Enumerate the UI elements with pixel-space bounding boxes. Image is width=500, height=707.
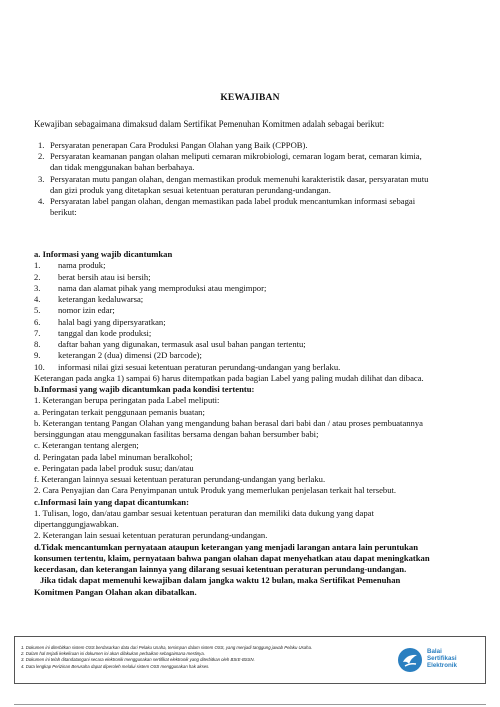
- section-b-line: d. Peringatan pada label minuman beralkohol;: [34, 451, 193, 462]
- requirement-line: Persyaratan keamanan pangan olahan meliputi cemaran mikrobiologi, cemaran logam berat, cemaran kimia,: [50, 151, 422, 162]
- section-c-line: 2. Keterangan lain sesuai ketentuan peraturan perundang-undangan.: [34, 530, 268, 541]
- bsre-logo: [397, 645, 477, 677]
- closing-line: Jika tidak dapat memenuhi kewajiban dalam jangka waktu 12 bulan, maka Sertifikat Pemenuhan: [40, 575, 401, 586]
- item-text: halal bagi yang dipersyaratkan;: [58, 316, 166, 327]
- section-c-line: 1. Tulisan, logo, dan/atau gambar sesuai ketentuan peraturan dan memiliki data dukung yang dapat: [34, 507, 374, 518]
- label-info-section: [34, 249, 479, 598]
- section-b-line: a. Peringatan terkait penggunaan pemanis buatan;: [34, 406, 205, 417]
- requirement-number: 3.: [38, 173, 45, 184]
- label-info-item: [34, 328, 479, 339]
- item-text: berat bersih atau isi bersih;: [58, 271, 151, 282]
- label-info-item: [34, 294, 479, 305]
- requirement-item: [34, 140, 474, 151]
- item-number: 8.: [34, 339, 41, 349]
- section-b-line: f. Keterangan lainnya sesuai ketentuan peraturan perundang-undangan yang berlaku.: [34, 474, 326, 484]
- section-d-line: kecerdasan, dan keterangan lainnya yang dilarang sesuai ketentuan peraturan perundang-undangan.: [34, 564, 407, 574]
- bottom-divider: [14, 704, 486, 705]
- item-text: informasi nilai gizi sesuai ketentuan peraturan perundang-undangan yang berlaku.: [58, 361, 341, 372]
- logo-line: Elektronik: [427, 662, 457, 670]
- footnote: 1. Dokumen ini diterbitkan sistem OSS berdasarkan data dari Pelaku Usaha, tersimpan dalam sistem OSS, yang menjadi tanggung jawab Pelaku Usaha.: [21, 645, 313, 650]
- item-number: 10.: [34, 361, 45, 372]
- label-info-item: [34, 362, 479, 373]
- requirement-line: Persyaratan label pangan olahan, dengan memastikan pada label produk mencantumkan informasi sebagai: [50, 196, 416, 207]
- requirement-line: dan tidak menggunakan bahan berbahaya.: [50, 162, 195, 173]
- requirement-line: berikut:: [50, 207, 77, 218]
- section-d-line: d.Tidak mencantumkan pernyataan ataupun keterangan yang menjadi larangan antara lain peruntukan: [34, 541, 419, 552]
- closing-line: Komitmen Pangan Olahan akan dibatalkan.: [34, 586, 197, 597]
- item-text: daftar bahan yang digunakan, termasuk asal usul bahan pangan tertentu;: [58, 339, 306, 349]
- item-number: 4.: [34, 294, 41, 304]
- requirement-line: dan gizi produk yang ditetapkan sesuai ketentuan peraturan perundang-undangan.: [50, 184, 331, 195]
- section-d-line: konsumen tertentu, klaim, pernyataan bahwa pangan olahan dapat menyehatkan atau dapat meningkatkan: [34, 552, 430, 563]
- section-b-heading: b.Informasi yang wajib dicantumkan pada kondisi tertentu:: [34, 384, 255, 394]
- item-text: keterangan kedaluwarsa;: [58, 294, 144, 304]
- bsre-logo-icon: [397, 647, 423, 673]
- item-number: 3.: [34, 282, 41, 293]
- page-title: KEWAJIBAN: [220, 93, 280, 103]
- label-info-item: [34, 260, 479, 271]
- section-a-heading: a. Informasi yang wajib dicantumkan: [34, 249, 173, 259]
- label-info-item: [34, 350, 479, 361]
- item-text: nama produk;: [58, 260, 106, 271]
- footnotes: [21, 645, 312, 670]
- section-b-line: e. Peringatan pada label produk susu; dan/atau: [34, 462, 194, 473]
- section-c-heading: c.Informasi lain yang dapat dicantumkan:: [34, 496, 189, 507]
- item-text: keterangan 2 (dua) dimensi (2D barcode);: [58, 350, 202, 361]
- footnote: 4. Data lengkap Perizinan Berusaha dapat diperoleh melalui sistem OSS menggunakan hak akses.: [21, 663, 210, 669]
- item-text: tanggal dan kode produksi;: [58, 327, 152, 338]
- requirement-number: 2.: [38, 151, 45, 162]
- item-number: 7.: [34, 327, 41, 338]
- label-info-item: [34, 272, 479, 283]
- requirement-number: 1.: [38, 140, 45, 150]
- section-b-line: c. Keterangan tentang alergen;: [34, 440, 139, 451]
- footer-box: [14, 636, 486, 684]
- label-info-item: [34, 317, 479, 328]
- item-number: 5.: [34, 305, 41, 316]
- label-info-item: [34, 339, 479, 350]
- requirement-item: [34, 196, 474, 218]
- requirement-line: Persyaratan penerapan Cara Produksi Pangan Olahan yang Baik (CPPOB).: [50, 140, 308, 150]
- item-number: 2.: [34, 271, 41, 282]
- item-number: 1.: [34, 260, 41, 271]
- item-number: 9.: [34, 350, 41, 361]
- item-number: 6.: [34, 316, 41, 327]
- requirement-item: [34, 174, 474, 196]
- requirement-item: [34, 151, 474, 173]
- logo-line: Sertifikasi: [427, 655, 457, 663]
- label-info-item: [34, 283, 479, 294]
- item-text: nomor izin edar;: [58, 305, 115, 316]
- section-b-line: bersinggungan atau menggunakan fasilitas bersama dengan bahan bersumber babi;: [34, 429, 319, 439]
- logo-line: Balai: [427, 648, 442, 655]
- section-b-line: 2. Cara Penyajian dan Cara Penyimpanan untuk Produk yang memerlukan penjelasan terkait hal tersebut.: [34, 485, 397, 496]
- intro-text: Kewajiban sebagaimana dimaksud dalam Sertifikat Pemenuhan Komitmen adalah sebagai berikut:: [34, 119, 385, 129]
- requirement-number: 4.: [38, 196, 45, 207]
- footnote: 3. Dokumen ini telah ditandatangani secara elektronik menggunakan sertifikat elektronik yang diterbitkan oleh BSrE-BSSN.: [21, 657, 255, 663]
- item-text: nama dan alamat pihak yang memproduksi atau mengimpor;: [58, 282, 267, 293]
- section-b-line: 1. Keterangan berupa peringatan pada Label meliputi:: [34, 395, 220, 406]
- footnote: 2. Dalam hal terjadi kekeliruan isi dokumen ini akan dilakukan perbaikan sebagaimana mestinya.: [21, 651, 205, 657]
- section-b-line: b. Keterangan tentang Pangan Olahan yang mengandung bahan berasal dari babi dan / atau proses pembuatannya: [34, 417, 423, 428]
- requirements-list: [34, 140, 474, 218]
- label-info-item: [34, 305, 479, 316]
- section-c-line: dipertanggungjawabkan.: [34, 519, 119, 529]
- logo-text: [427, 648, 457, 670]
- requirement-line: Persyaratan mutu pangan olahan, dengan memastikan produk memenuhi karakteristik dasar, persyaratan mutu: [50, 173, 429, 184]
- section-a-note: Keterangan pada angka 1) sampai 6) harus ditempatkan pada bagian Label yang paling mudah dilihat dan dibaca.: [34, 372, 424, 383]
